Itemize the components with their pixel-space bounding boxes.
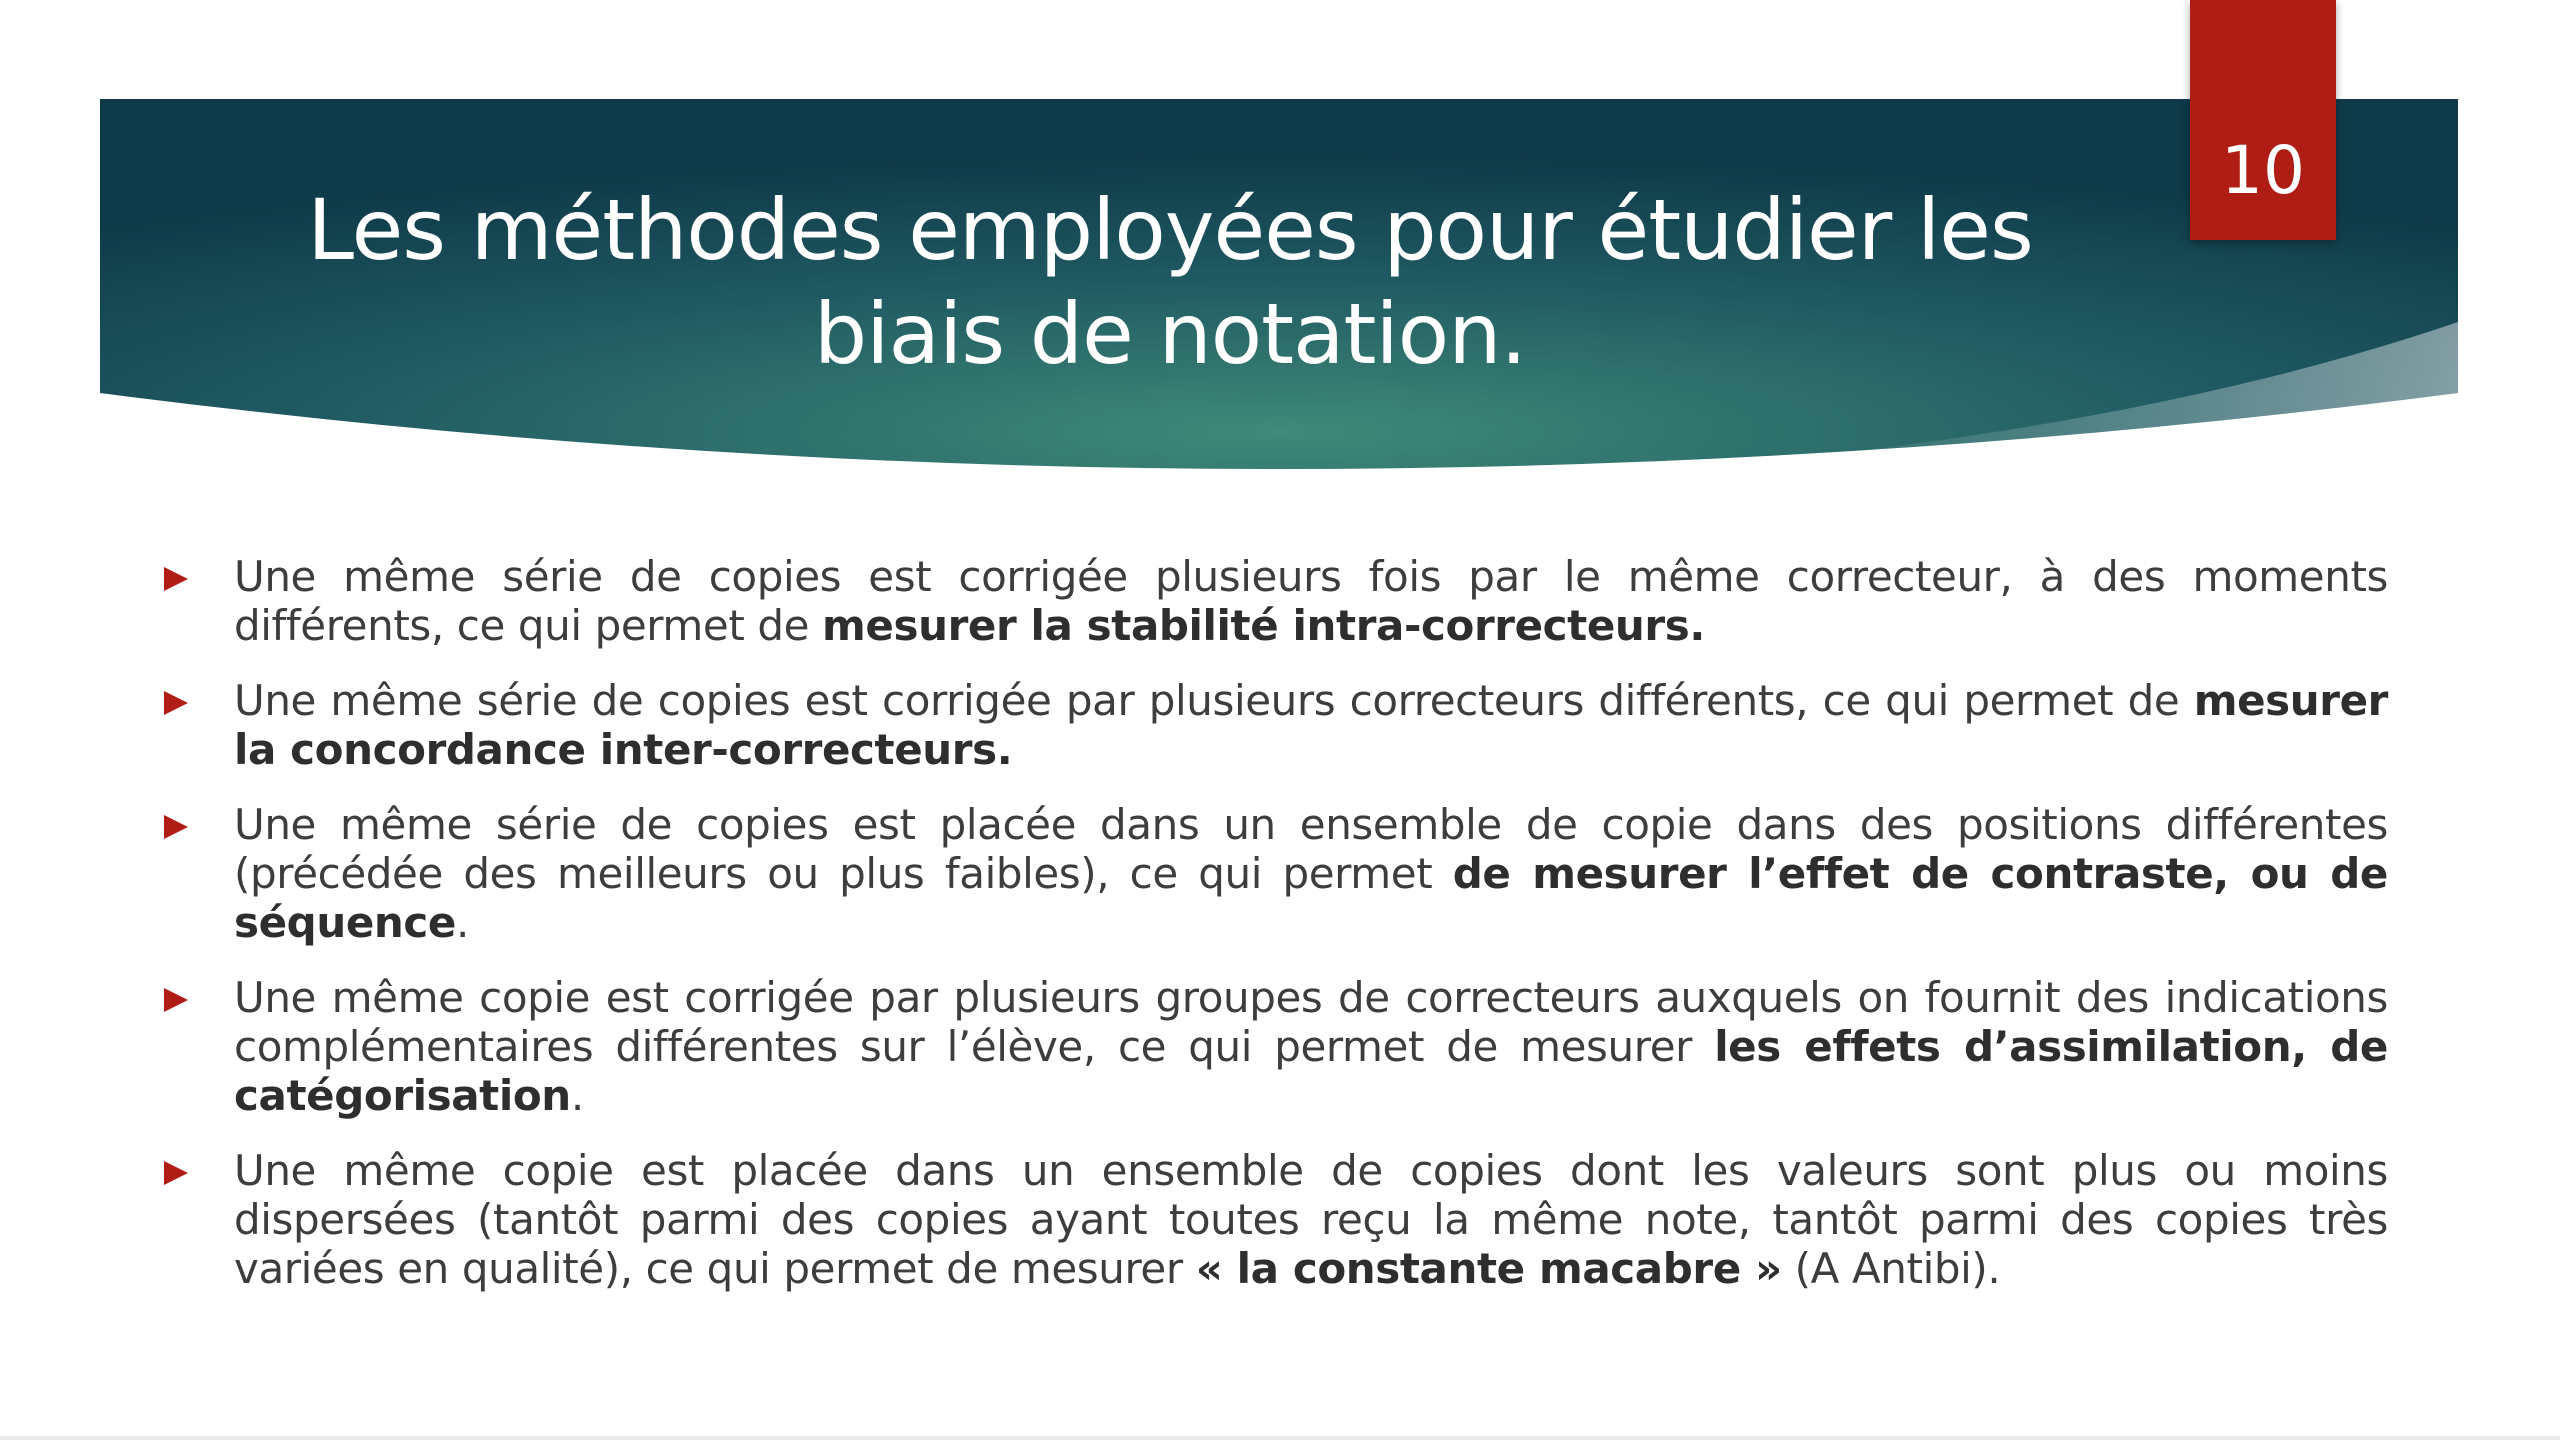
bullet-text-bold: les effets d’assimilation, de catégorisation <box>234 1022 2388 1120</box>
bullet-text-plain: Une même copie est placée dans un ensemble de copies dont les valeurs sont plus ou moins dispersées (tantôt parmi des copies ayant toutes reçu la même note, tantôt parmi des copies très variées en qualité), ce qui permet de mesurer <box>234 1146 2388 1293</box>
triangle-bullet-icon <box>164 691 188 715</box>
bullet-text-bold: mesurer la stabilité intra-correcteurs. <box>822 601 1705 650</box>
bullet-text-bold: mesurer la concordance inter-correcteurs. <box>234 676 2388 774</box>
bullet-text-plain: Une même série de copies est corrigée plusieurs fois par le même correcteur, à des moments différents, ce qui permet de <box>234 552 2388 650</box>
bullet-item <box>160 973 2388 1120</box>
triangle-bullet-icon <box>164 567 188 591</box>
bullet-list <box>160 552 2388 1319</box>
bullet-text <box>234 676 2388 774</box>
triangle-bullet-icon <box>164 815 188 839</box>
bullet-text <box>234 973 2388 1120</box>
bullet-text-plain: Une même série de copies est placée dans un ensemble de copie dans des positions différentes (précédée des meilleurs ou plus faibles), ce qui permet <box>234 800 2388 898</box>
bullet-text-after: (A Antibi). <box>1781 1244 2001 1293</box>
bullet-text-bold: de mesurer l’effet de contraste, ou de séquence <box>234 849 2389 947</box>
bullet-text-after: . <box>456 898 469 947</box>
bullet-item <box>160 800 2388 947</box>
triangle-bullet-icon <box>164 988 188 1012</box>
bullet-text <box>234 800 2388 947</box>
slide-bottom-divider <box>0 1436 2560 1440</box>
bullet-text <box>234 552 2388 650</box>
bullet-item <box>160 1146 2388 1293</box>
bullet-text <box>234 1146 2388 1293</box>
bullet-item <box>160 676 2388 774</box>
triangle-bullet-icon <box>164 1161 188 1185</box>
slide-title <box>280 178 2060 386</box>
slide-title-line-2: biais de notation. <box>813 285 1527 383</box>
bullet-text-plain: Une même copie est corrigée par plusieurs groupes de correcteurs auxquels on fournit des indications complémentaires différentes sur l’élève, ce qui permet de mesurer <box>234 973 2388 1071</box>
bullet-text-after: . <box>570 1071 584 1120</box>
bullet-item <box>160 552 2388 650</box>
page-number: 10 <box>2221 132 2305 209</box>
page-number-badge <box>2190 0 2336 240</box>
bullet-text-plain: Une même série de copies est corrigée par plusieurs correcteurs différents, ce qui permet de <box>234 676 2194 725</box>
slide-title-line-1: Les méthodes employées pour étudier les <box>307 181 2033 279</box>
bullet-text-bold: « la constante macabre » <box>1195 1244 1782 1293</box>
